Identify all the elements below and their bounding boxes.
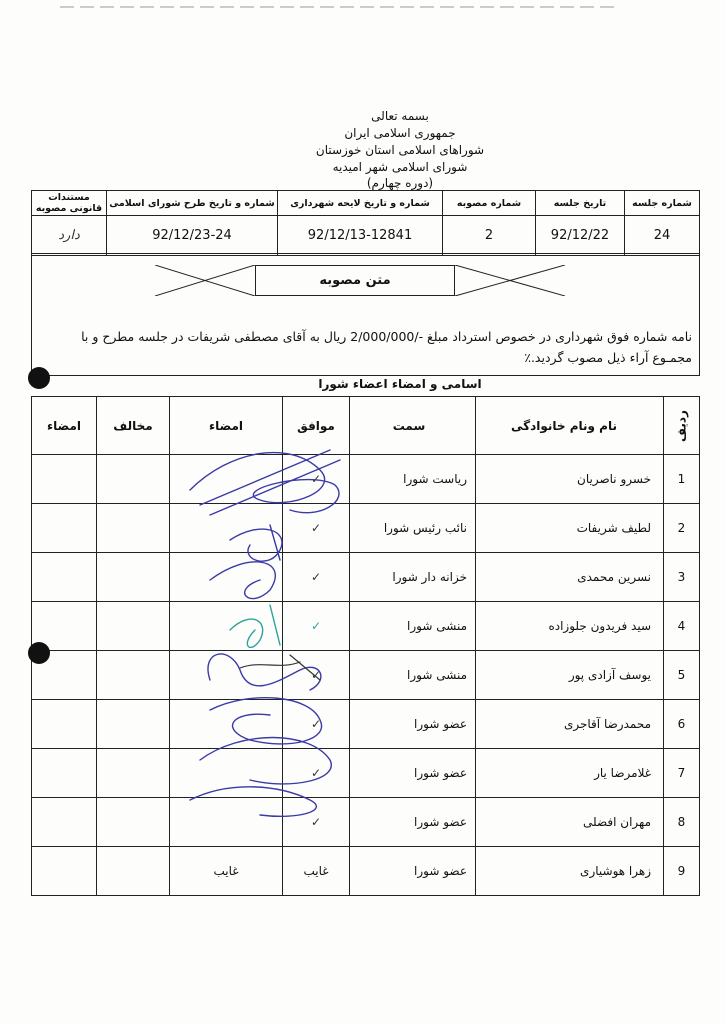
- header-province-councils: شوراهای اسلامی استان خوزستان: [315, 143, 485, 157]
- member-agree-check: ✓: [283, 749, 350, 798]
- members-header-row-no: ردیف: [664, 397, 700, 455]
- binder-hole-bottom: [28, 642, 50, 664]
- member-oppose: [97, 847, 170, 896]
- signature-scribble: [190, 453, 339, 513]
- member-role: عضو شورا: [350, 798, 476, 847]
- signature-scribble: [200, 738, 331, 784]
- header-term: (دوره چهارم): [366, 176, 434, 190]
- member-agree-check: ✓: [283, 700, 350, 749]
- member-name: مهران افضلی: [476, 798, 664, 847]
- member-row-number: 6: [664, 700, 700, 749]
- members-header-role: سمت: [350, 397, 476, 455]
- member-oppose: [97, 455, 170, 504]
- info-header-municipal-bill: شماره و تاریخ لایحه شهرداری: [278, 191, 443, 216]
- info-value-session-no: 24: [625, 216, 700, 256]
- member-oppose: [97, 553, 170, 602]
- member-row-number: 8: [664, 798, 700, 847]
- resolution-title: متن مصوبه: [255, 265, 455, 296]
- member-name: سید فریدون جلوزاده: [476, 602, 664, 651]
- info-header-legal-basis: مستندات قانونی مصوبه: [32, 191, 107, 216]
- member-agree-check: ✓: [283, 455, 350, 504]
- member-signature-2: [32, 798, 97, 847]
- info-value-session-date: 92/12/22: [536, 216, 625, 256]
- member-agree-check: ✓: [283, 602, 350, 651]
- member-row-number: 5: [664, 651, 700, 700]
- info-value-row: [32, 216, 700, 256]
- member-role: نائب رئیس شورا: [350, 504, 476, 553]
- header-city-council: شورای اسلامی شهر امیدیه: [332, 160, 468, 174]
- signature-scribble: [208, 654, 321, 690]
- member-agree-check: ✓: [283, 651, 350, 700]
- member-role: خزانه دار شورا: [350, 553, 476, 602]
- member-name: نسرین محمدی: [476, 553, 664, 602]
- info-header-resolution-no: شماره مصوبه: [443, 191, 536, 216]
- member-name: یوسف آزادی پور: [476, 651, 664, 700]
- member-agree-status: غایب: [283, 847, 350, 896]
- info-header-session-date: تاریخ جلسه: [536, 191, 625, 216]
- signatures-overlay: [170, 430, 370, 830]
- header-country: جمهوری اسلامی ایران: [344, 126, 456, 140]
- member-signature-2: [32, 455, 97, 504]
- member-row-number: 1: [664, 455, 700, 504]
- member-signature-2: [32, 847, 97, 896]
- member-signature-status: غایب: [170, 847, 283, 896]
- member-name: زهرا هوشیاری: [476, 847, 664, 896]
- resolution-text: نامه شماره فوق شهرداری در خصوص استرداد مبلغ -/2/000/000 ریال به آقای مصطفی شریفات در جلسه مطرح و با مجمـوع آراء ذیل مصوب گردید.٪: [81, 329, 692, 365]
- info-header-session-no: شماره جلسه: [625, 191, 700, 216]
- signature-scribble: [200, 450, 340, 515]
- member-role: منشی شورا: [350, 602, 476, 651]
- member-row-number: 4: [664, 602, 700, 651]
- members-header-agree: موافق: [283, 397, 350, 455]
- signature-scribble: [230, 525, 282, 561]
- member-row-number: 7: [664, 749, 700, 798]
- member-oppose: [97, 749, 170, 798]
- info-value-municipal-bill: 92/12/13-12841: [278, 216, 443, 256]
- member-role: عضو شورا: [350, 749, 476, 798]
- member-name: خسرو ناصریان: [476, 455, 664, 504]
- member-name: غلامرضا یار: [476, 749, 664, 798]
- member-signature-2: [32, 700, 97, 749]
- member-signature-2: [32, 553, 97, 602]
- member-row-number: 2: [664, 504, 700, 553]
- member-oppose: [97, 602, 170, 651]
- info-header-row: [32, 191, 700, 216]
- signature-scribble: [230, 605, 280, 647]
- member-agree-check: ✓: [283, 798, 350, 847]
- member-oppose: [97, 700, 170, 749]
- table-row: [32, 847, 700, 896]
- binder-hole-top: [28, 367, 50, 389]
- member-role: منشی شورا: [350, 651, 476, 700]
- member-row-number: 9: [664, 847, 700, 896]
- member-oppose: [97, 651, 170, 700]
- signature-scribble: [190, 787, 316, 817]
- members-header-oppose: مخالف: [97, 397, 170, 455]
- member-agree-check: ✓: [283, 504, 350, 553]
- member-role: عضو شورا: [350, 700, 476, 749]
- scan-edge-marks: [0, 0, 726, 10]
- info-header-council-plan: شماره و تاریخ طرح شورای اسلامی: [107, 191, 278, 216]
- member-role: عضو شورا: [350, 847, 476, 896]
- members-header-signature-2: امضاء: [32, 397, 97, 455]
- member-name: لطیف شریفات: [476, 504, 664, 553]
- member-agree-check: ✓: [283, 553, 350, 602]
- member-signature-2: [32, 504, 97, 553]
- signature-scribble: [210, 562, 275, 599]
- member-oppose: [97, 504, 170, 553]
- members-title: اسامی و امضاء اعضاء شورا: [318, 377, 482, 391]
- member-role: ریاست شورا: [350, 455, 476, 504]
- member-name: محمدرضا آقاجری: [476, 700, 664, 749]
- info-value-resolution-no: 2: [443, 216, 536, 256]
- resolution-info-table: [31, 190, 700, 256]
- members-header-signature: امضاء: [170, 397, 283, 455]
- members-header-name: نام ونام خانوادگی: [476, 397, 664, 455]
- member-row-number: 3: [664, 553, 700, 602]
- info-value-legal-basis: دارد: [32, 216, 107, 256]
- member-signature-2: [32, 749, 97, 798]
- member-oppose: [97, 798, 170, 847]
- info-value-council-plan: 92/12/23-24: [107, 216, 278, 256]
- header-bismillah: بسمه تعالی: [371, 109, 429, 123]
